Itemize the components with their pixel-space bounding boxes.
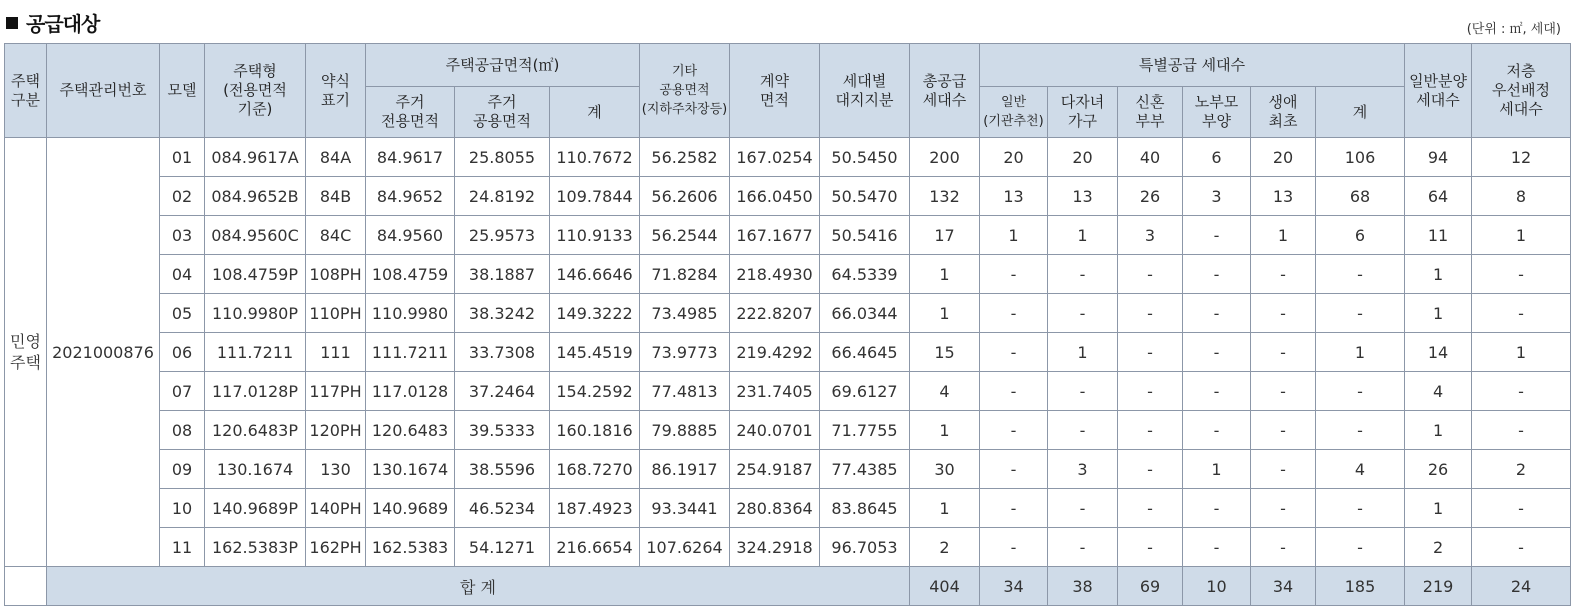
table-cell: - xyxy=(980,489,1048,528)
table-cell: 110PH xyxy=(306,294,366,333)
table-cell: 4 xyxy=(1316,450,1405,489)
table-cell: - xyxy=(1316,528,1405,567)
table-cell: 25.9573 xyxy=(455,216,550,255)
table-cell: 231.7405 xyxy=(730,372,820,411)
table-cell: 73.4985 xyxy=(640,294,730,333)
header-special: 특별공급 세대수 xyxy=(980,44,1405,87)
table-cell: - xyxy=(980,333,1048,372)
table-cell: 26 xyxy=(1405,450,1472,489)
table-cell: 93.3441 xyxy=(640,489,730,528)
table-cell: 84A xyxy=(306,138,366,177)
total-blank-cell xyxy=(5,567,47,606)
table-cell: 132 xyxy=(910,177,980,216)
table-cell: 07 xyxy=(160,372,205,411)
header-common: 주거 공용면적 xyxy=(455,87,550,138)
table-cell: - xyxy=(1251,333,1316,372)
table-cell: 84B xyxy=(306,177,366,216)
table-cell: 14 xyxy=(1405,333,1472,372)
table-cell: 1 xyxy=(1048,333,1118,372)
table-cell: - xyxy=(1251,372,1316,411)
table-cell: 084.9617A xyxy=(205,138,306,177)
table-cell: 1 xyxy=(1405,411,1472,450)
table-cell: 50.5470 xyxy=(820,177,910,216)
table-row xyxy=(5,333,1571,372)
table-cell: 71.7755 xyxy=(820,411,910,450)
table-cell: 38.1887 xyxy=(455,255,550,294)
table-cell: - xyxy=(1472,528,1571,567)
table-row xyxy=(5,294,1571,333)
table-cell: - xyxy=(1183,528,1251,567)
header-contract: 계약 면적 xyxy=(730,44,820,138)
table-cell: 86.1917 xyxy=(640,450,730,489)
table-cell: 24.8192 xyxy=(455,177,550,216)
header-abbr: 약식 표기 xyxy=(306,44,366,138)
table-cell: 218.4930 xyxy=(730,255,820,294)
table-cell: - xyxy=(1118,294,1183,333)
table-cell: 166.0450 xyxy=(730,177,820,216)
table-cell: 162.5383P xyxy=(205,528,306,567)
total-cell: 34 xyxy=(980,567,1048,606)
header-sp-first: 생애 최초 xyxy=(1251,87,1316,138)
table-cell: - xyxy=(1472,294,1571,333)
table-cell: 1 xyxy=(910,411,980,450)
table-cell: 117PH xyxy=(306,372,366,411)
table-cell: 106 xyxy=(1316,138,1405,177)
table-cell: 154.2592 xyxy=(550,372,640,411)
table-cell: 11 xyxy=(160,528,205,567)
table-cell: - xyxy=(1251,450,1316,489)
table-cell: - xyxy=(1316,255,1405,294)
table-cell: 13 xyxy=(1048,177,1118,216)
table-cell: 38.5596 xyxy=(455,450,550,489)
table-cell: 107.6264 xyxy=(640,528,730,567)
header-model: 모델 xyxy=(160,44,205,138)
total-row xyxy=(5,567,1571,606)
total-label: 합 계 xyxy=(47,567,910,606)
table-cell: - xyxy=(980,255,1048,294)
table-cell: 37.2464 xyxy=(455,372,550,411)
table-cell: 79.8885 xyxy=(640,411,730,450)
table-cell: - xyxy=(1118,372,1183,411)
table-cell: 13 xyxy=(980,177,1048,216)
table-cell: 33.7308 xyxy=(455,333,550,372)
table-cell: - xyxy=(980,450,1048,489)
table-cell: 15 xyxy=(910,333,980,372)
table-cell: 05 xyxy=(160,294,205,333)
table-cell: 1 xyxy=(1316,333,1405,372)
table-cell: 130 xyxy=(306,450,366,489)
table-cell: 1 xyxy=(1472,333,1571,372)
table-cell: 1 xyxy=(910,294,980,333)
table-cell: - xyxy=(1118,528,1183,567)
total-cell: 404 xyxy=(910,567,980,606)
square-bullet-icon xyxy=(6,17,18,29)
table-cell: 140.9689 xyxy=(366,489,455,528)
total-cell: 185 xyxy=(1316,567,1405,606)
table-cell: 219.4292 xyxy=(730,333,820,372)
table-cell: 50.5416 xyxy=(820,216,910,255)
table-cell: 30 xyxy=(910,450,980,489)
unit-note: (단위 : ㎡, 세대) xyxy=(1466,22,1561,37)
table-cell: 54.1271 xyxy=(455,528,550,567)
table-cell: 46.5234 xyxy=(455,489,550,528)
table-cell: 254.9187 xyxy=(730,450,820,489)
table-cell: 66.0344 xyxy=(820,294,910,333)
table-cell: 26 xyxy=(1118,177,1183,216)
table-cell: 56.2544 xyxy=(640,216,730,255)
table-cell: 110.7672 xyxy=(550,138,640,177)
table-cell: 73.9773 xyxy=(640,333,730,372)
table-cell: 94 xyxy=(1405,138,1472,177)
table-cell: - xyxy=(1251,528,1316,567)
table-cell: 2 xyxy=(1472,450,1571,489)
table-cell: - xyxy=(1048,489,1118,528)
table-cell: 110.9133 xyxy=(550,216,640,255)
table-cell: 20 xyxy=(1251,138,1316,177)
table-row xyxy=(5,372,1571,411)
table-cell: - xyxy=(1118,489,1183,528)
table-cell: 84.9560 xyxy=(366,216,455,255)
table-cell: - xyxy=(1118,450,1183,489)
header-housing-type: 주택 구분 xyxy=(5,44,47,138)
table-cell: 39.5333 xyxy=(455,411,550,450)
table-cell: - xyxy=(1118,333,1183,372)
table-cell: 64.5339 xyxy=(820,255,910,294)
table-cell: 20 xyxy=(1048,138,1118,177)
table-row xyxy=(5,255,1571,294)
table-cell: 1 xyxy=(1405,294,1472,333)
header-row-1 xyxy=(5,44,1571,87)
table-cell: 17 xyxy=(910,216,980,255)
table-cell: 50.5450 xyxy=(820,138,910,177)
table-cell: 71.8284 xyxy=(640,255,730,294)
table-cell: 4 xyxy=(910,372,980,411)
table-cell: 1 xyxy=(1472,216,1571,255)
housing-type-cell: 민영 주택 xyxy=(5,138,47,567)
table-cell: 03 xyxy=(160,216,205,255)
table-cell: 25.8055 xyxy=(455,138,550,177)
table-cell: - xyxy=(1316,411,1405,450)
table-cell: 3 xyxy=(1048,450,1118,489)
table-cell: 222.8207 xyxy=(730,294,820,333)
table-cell: 1 xyxy=(1405,489,1472,528)
table-cell: - xyxy=(1048,255,1118,294)
table-cell: - xyxy=(1251,294,1316,333)
table-cell: - xyxy=(1048,372,1118,411)
table-cell: - xyxy=(1183,333,1251,372)
header-sp-multi: 다자녀 가구 xyxy=(1048,87,1118,138)
table-cell: 084.9652B xyxy=(205,177,306,216)
table-cell: - xyxy=(1048,528,1118,567)
table-cell: - xyxy=(980,528,1048,567)
table-cell: 3 xyxy=(1118,216,1183,255)
table-row xyxy=(5,411,1571,450)
table-cell: 20 xyxy=(980,138,1048,177)
mgmt-no-cell: 2021000876 xyxy=(47,138,160,567)
table-cell: 160.1816 xyxy=(550,411,640,450)
table-cell: 2 xyxy=(910,528,980,567)
table-cell: 69.6127 xyxy=(820,372,910,411)
table-cell: - xyxy=(1183,294,1251,333)
table-cell: 108.4759P xyxy=(205,255,306,294)
table-cell: 1 xyxy=(980,216,1048,255)
header-other-common: 기타 공용면적 (지하주차장등) xyxy=(640,44,730,138)
total-cell: 219 xyxy=(1405,567,1472,606)
table-cell: 120.6483 xyxy=(366,411,455,450)
total-cell: 24 xyxy=(1472,567,1571,606)
table-cell: 10 xyxy=(160,489,205,528)
table-cell: - xyxy=(1251,489,1316,528)
supply-table xyxy=(4,43,1571,606)
table-body xyxy=(5,138,1571,606)
table-cell: 167.0254 xyxy=(730,138,820,177)
table-cell: 168.7270 xyxy=(550,450,640,489)
table-cell: 3 xyxy=(1183,177,1251,216)
header-land-share: 세대별 대지지분 xyxy=(820,44,910,138)
table-cell: 96.7053 xyxy=(820,528,910,567)
table-cell: 01 xyxy=(160,138,205,177)
total-cell: 69 xyxy=(1118,567,1183,606)
table-cell: 120.6483P xyxy=(205,411,306,450)
table-cell: - xyxy=(1316,489,1405,528)
table-cell: 280.8364 xyxy=(730,489,820,528)
table-cell: - xyxy=(1472,489,1571,528)
table-cell: - xyxy=(1118,255,1183,294)
table-cell: - xyxy=(1183,372,1251,411)
table-cell: 200 xyxy=(910,138,980,177)
table-cell: 110.9980P xyxy=(205,294,306,333)
table-cell: 1 xyxy=(1405,255,1472,294)
table-cell: 140.9689P xyxy=(205,489,306,528)
table-cell: 1 xyxy=(1251,216,1316,255)
total-cell: 10 xyxy=(1183,567,1251,606)
table-cell: 130.1674 xyxy=(205,450,306,489)
table-cell: 324.2918 xyxy=(730,528,820,567)
table-row xyxy=(5,450,1571,489)
table-cell: 216.6654 xyxy=(550,528,640,567)
table-cell: 111.7211 xyxy=(366,333,455,372)
table-cell: 130.1674 xyxy=(366,450,455,489)
table-cell: 4 xyxy=(1405,372,1472,411)
table-cell: - xyxy=(1472,255,1571,294)
table-cell: - xyxy=(1316,372,1405,411)
table-cell: 68 xyxy=(1316,177,1405,216)
table-row xyxy=(5,489,1571,528)
table-cell: 084.9560C xyxy=(205,216,306,255)
total-cell: 38 xyxy=(1048,567,1118,606)
table-cell: 162.5383 xyxy=(366,528,455,567)
header-sum: 계 xyxy=(550,87,640,138)
table-cell: 66.4645 xyxy=(820,333,910,372)
header-general-sale: 일반분양 세대수 xyxy=(1405,44,1472,138)
table-cell: 167.1677 xyxy=(730,216,820,255)
table-cell: 77.4385 xyxy=(820,450,910,489)
table-cell: 111 xyxy=(306,333,366,372)
table-cell: 84.9652 xyxy=(366,177,455,216)
table-cell: - xyxy=(980,411,1048,450)
table-cell: 117.0128P xyxy=(205,372,306,411)
table-cell: - xyxy=(1183,216,1251,255)
total-cell: 34 xyxy=(1251,567,1316,606)
table-cell: 240.0701 xyxy=(730,411,820,450)
header-house-type: 주택형 (전용면적 기준) xyxy=(205,44,306,138)
header-total-supply: 총공급 세대수 xyxy=(910,44,980,138)
table-cell: - xyxy=(1251,411,1316,450)
table-cell: - xyxy=(1048,294,1118,333)
header-supply-area: 주택공급면적(㎡) xyxy=(366,44,640,87)
header-exclusive: 주거 전용면적 xyxy=(366,87,455,138)
table-cell: - xyxy=(980,372,1048,411)
table-cell: 83.8645 xyxy=(820,489,910,528)
table-cell: 2 xyxy=(1405,528,1472,567)
table-cell: 109.7844 xyxy=(550,177,640,216)
table-cell: 77.4813 xyxy=(640,372,730,411)
table-cell: 08 xyxy=(160,411,205,450)
table-cell: 1 xyxy=(910,255,980,294)
table-cell: 1 xyxy=(910,489,980,528)
table-cell: - xyxy=(1316,294,1405,333)
section-title xyxy=(6,8,99,37)
table-cell: - xyxy=(1118,411,1183,450)
table-cell: 40 xyxy=(1118,138,1183,177)
table-row xyxy=(5,528,1571,567)
table-cell: 108PH xyxy=(306,255,366,294)
table-cell: 108.4759 xyxy=(366,255,455,294)
section-title-text: 공급대상 xyxy=(26,12,100,36)
table-cell: 120PH xyxy=(306,411,366,450)
table-cell: - xyxy=(980,294,1048,333)
header-mgmt-no: 주택관리번호 xyxy=(47,44,160,138)
table-cell: - xyxy=(1183,255,1251,294)
table-cell: 06 xyxy=(160,333,205,372)
header-low-floor: 저층 우선배정 세대수 xyxy=(1472,44,1571,138)
table-cell: 56.2606 xyxy=(640,177,730,216)
table-cell: 1 xyxy=(1183,450,1251,489)
table-cell: 6 xyxy=(1316,216,1405,255)
table-cell: 140PH xyxy=(306,489,366,528)
table-cell: 1 xyxy=(1048,216,1118,255)
table-cell: 09 xyxy=(160,450,205,489)
table-cell: - xyxy=(1472,372,1571,411)
header-sp-elderly: 노부모 부양 xyxy=(1183,87,1251,138)
table-cell: - xyxy=(1183,411,1251,450)
header-sp-general: 일반 (기관추천) xyxy=(980,87,1048,138)
table-cell: 56.2582 xyxy=(640,138,730,177)
table-row xyxy=(5,138,1571,177)
table-cell: 117.0128 xyxy=(366,372,455,411)
table-cell: 12 xyxy=(1472,138,1571,177)
table-row xyxy=(5,177,1571,216)
table-cell: 146.6646 xyxy=(550,255,640,294)
table-cell: - xyxy=(1472,411,1571,450)
table-cell: - xyxy=(1183,489,1251,528)
table-cell: - xyxy=(1251,255,1316,294)
table-row xyxy=(5,216,1571,255)
table-cell: 11 xyxy=(1405,216,1472,255)
table-cell: 187.4923 xyxy=(550,489,640,528)
table-cell: 64 xyxy=(1405,177,1472,216)
table-cell: 149.3222 xyxy=(550,294,640,333)
table-cell: 110.9980 xyxy=(366,294,455,333)
table-cell: 84.9617 xyxy=(366,138,455,177)
table-cell: 145.4519 xyxy=(550,333,640,372)
table-cell: 8 xyxy=(1472,177,1571,216)
table-cell: 6 xyxy=(1183,138,1251,177)
header-sp-newly: 신혼 부부 xyxy=(1118,87,1183,138)
table-cell: 04 xyxy=(160,255,205,294)
table-cell: 13 xyxy=(1251,177,1316,216)
table-cell: 02 xyxy=(160,177,205,216)
header-sp-sum: 계 xyxy=(1316,87,1405,138)
table-cell: 38.3242 xyxy=(455,294,550,333)
table-cell: - xyxy=(1048,411,1118,450)
table-cell: 162PH xyxy=(306,528,366,567)
table-cell: 84C xyxy=(306,216,366,255)
table-cell: 111.7211 xyxy=(205,333,306,372)
